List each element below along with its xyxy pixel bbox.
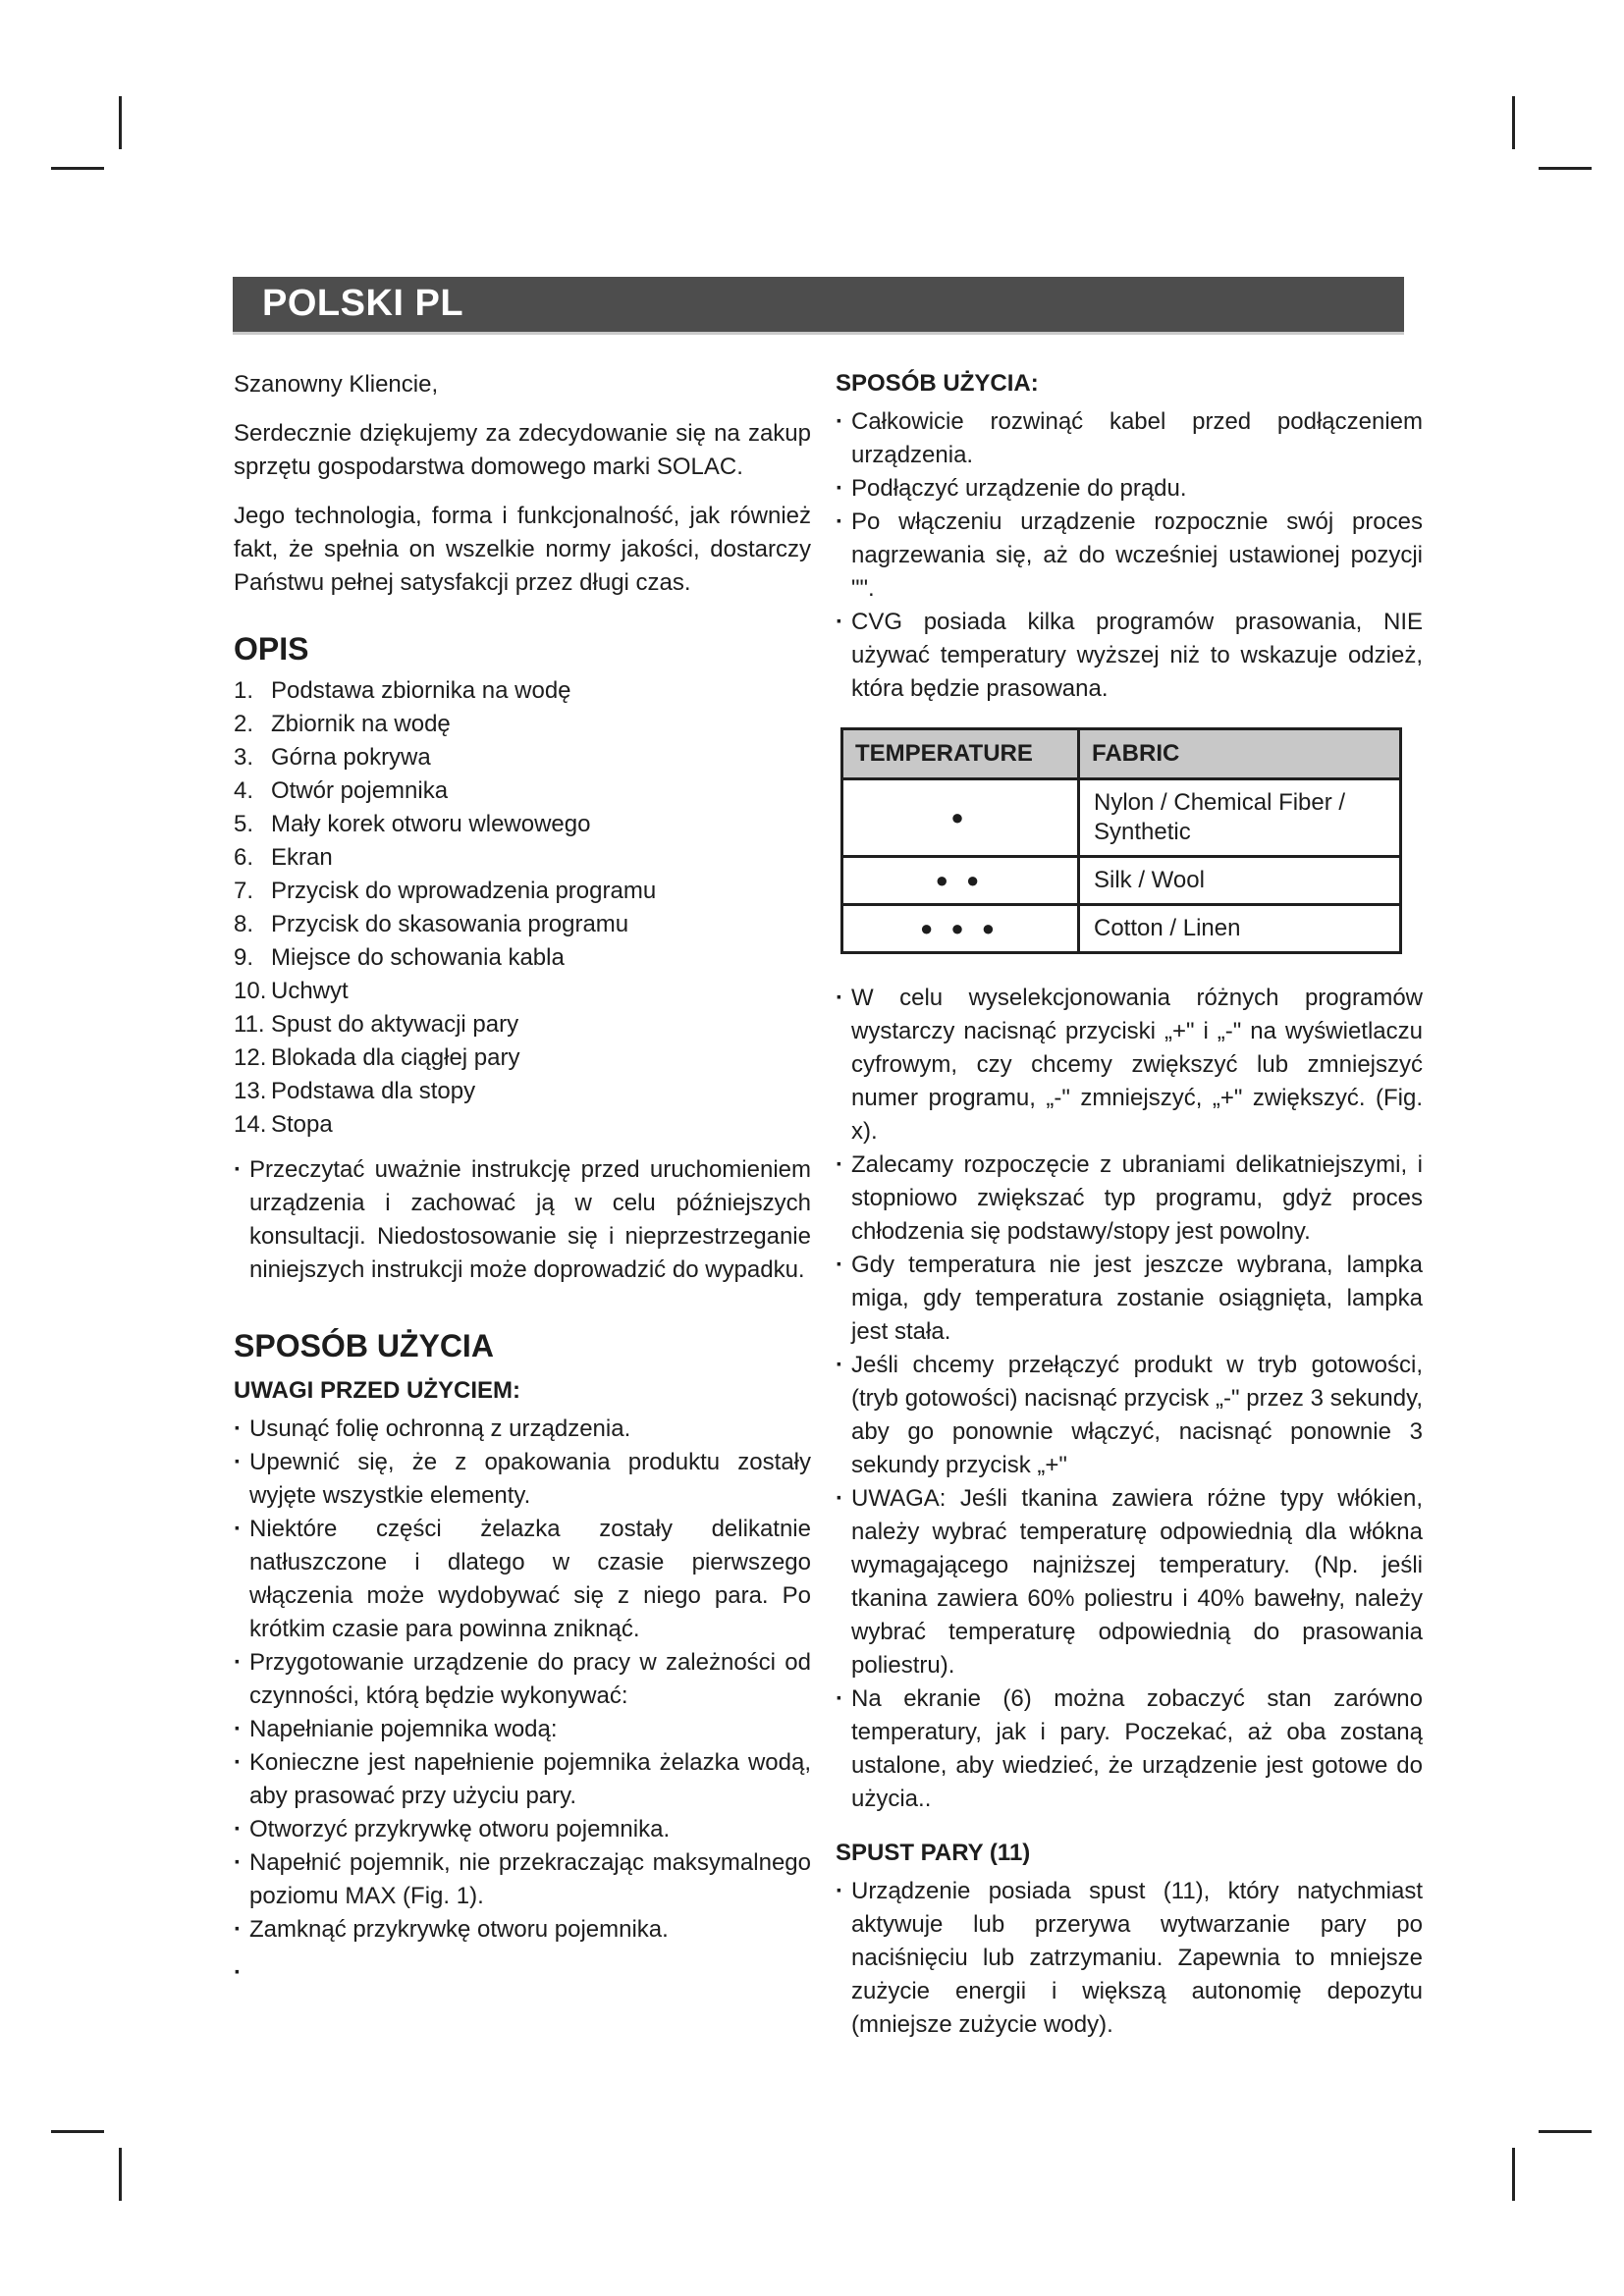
list-item (234, 808, 811, 841)
table-row (842, 857, 1401, 905)
list-item: · Podłączyć urządzenie do prądu. (836, 472, 1423, 506)
part-label: Podstawa dla stopy (271, 1078, 476, 1104)
program-notes-list (836, 982, 1423, 1816)
list-item (234, 975, 811, 1008)
opis-heading: OPIS (234, 631, 309, 667)
crop-mark-top-right-horizontal (1539, 167, 1592, 170)
intro-paragraph-1: Serdecznie dziękujemy za zdecydowanie się na zakup sprzętu gospodarstwa domowego marki SOLAC. (234, 420, 811, 480)
list-item: · Niektóre części żelazka zostały delikatnie natłuszczone i dlatego w czasie pierwszego włączenia może wydobywać się z niego para. Po krótkim czasie para powinna zniknąć. (234, 1513, 811, 1646)
warning-text: · Przeczytać uważnie instrukcję przed uruchomieniem urządzenia i zachować ją w celu późniejszych konsultacji. Niedostosowanie się i nieprzestrzeganie niniejszych instrukcji może doprowadzić do wypadku. (234, 1153, 811, 1287)
list-item (234, 875, 811, 908)
list-item (234, 908, 811, 941)
table-header-row (842, 729, 1401, 779)
list-item: · CVG posiada kilka programów prasowania, NIE używać temperatury wyższej niż to wskazuje odzież, która będzie prasowana. (836, 606, 1423, 706)
part-number: 14. (234, 1111, 267, 1138)
part-number: 3. (234, 744, 254, 771)
language-header-title: POLSKI PL (262, 283, 464, 324)
list-item (234, 841, 811, 875)
part-number: 11. (234, 1011, 265, 1038)
list-item: · Konieczne jest napełnienie pojemnika żelazka wodą, aby prasować przy użyciu pary. (234, 1746, 811, 1813)
crop-mark-top-left-horizontal (51, 167, 104, 170)
list-item (234, 1075, 811, 1108)
temperature-dots: ● ● ● (842, 905, 1079, 953)
list-item: · Po włączeniu urządzenie rozpocznie swój proces nagrzewania się, aż do wcześniej ustawionej pozycji "". (836, 506, 1423, 606)
list-item (234, 1041, 811, 1075)
part-label: Zbiornik na wodę (271, 711, 451, 737)
before-use-heading: UWAGI PRZED UŻYCIEM: (234, 1377, 520, 1404)
list-item (234, 1108, 811, 1142)
list-item: · Usunąć folię ochronną z urządzenia. (234, 1413, 811, 1446)
intro-paragraph-2: Jego technologia, forma i funkcjonalność, jak również fakt, że spełnia on wszelkie normy jakości, dostarczy Państwu pełnej satysfakcji przez długi czas. (234, 503, 811, 596)
crop-mark-bottom-right-vertical (1512, 2148, 1515, 2201)
list-item (234, 708, 811, 741)
crop-mark-top-right-vertical (1512, 96, 1515, 149)
temperature-column-header: TEMPERATURE (842, 729, 1079, 779)
list-item: · W celu wyselekcjonowania różnych programów wystarczy nacisnąć przyciski „+" i „-" na wyświetlaczu cyfrowym, czy chcemy zwiększyć lub zmniejszyć numer programu, „-" zmniejszyć, „+" zwiększyć. (Fig. x). (836, 982, 1423, 1148)
table-row (842, 905, 1401, 953)
part-label: Stopa (271, 1111, 333, 1138)
part-number: 7. (234, 878, 254, 904)
crop-mark-bottom-left-horizontal (51, 2130, 104, 2133)
list-item (234, 1008, 811, 1041)
part-number: 12. (234, 1044, 267, 1071)
part-label: Blokada dla ciągłej pary (271, 1044, 520, 1071)
left-column (234, 368, 811, 1990)
list-item (234, 674, 811, 708)
part-label: Uchwyt (271, 978, 349, 1004)
part-label: Ekran (271, 844, 333, 871)
part-number: 8. (234, 911, 254, 937)
part-number: 9. (234, 944, 254, 971)
list-item: · Upewnić się, że z opakowania produktu zostały wyjęte wszystkie elementy. (234, 1446, 811, 1513)
part-number: 5. (234, 811, 254, 837)
part-number: 4. (234, 777, 254, 804)
right-column (836, 368, 1423, 2052)
crop-mark-bottom-left-vertical (119, 2148, 122, 2201)
part-label: Miejsce do schowania kabla (271, 944, 565, 971)
part-number: 2. (234, 711, 254, 737)
list-item (234, 941, 811, 975)
part-label: Otwór pojemnika (271, 777, 449, 804)
temperature-dots: ● (842, 779, 1079, 857)
list-item (234, 741, 811, 774)
list-item: · Urządzenie posiada spust (11), który natychmiast aktywuje lub przerywa wytwarzanie pary po naciśnięciu lub zatrzymaniu. Zapewnia to mniejsze zużycie energii i większą autonomię depozytu (mniejsze zużycie wody). (836, 1875, 1423, 2042)
table-row (842, 779, 1401, 857)
parts-list (234, 674, 811, 1142)
part-number: 10. (234, 978, 267, 1004)
warning-list (234, 1153, 811, 1287)
part-label: Górna pokrywa (271, 744, 431, 771)
fabric-type: Cotton / Linen (1079, 905, 1401, 953)
list-item: · Napełnić pojemnik, nie przekraczając maksymalnego poziomu MAX (Fig. 1). (234, 1846, 811, 1913)
list-item: · Zamknąć przykrywkę otworu pojemnika. (234, 1913, 811, 1947)
list-item: · Na ekranie (6) można zobaczyć stan zarówno temperatury, jak i pary. Poczekać, aż oba zostaną ustalone, aby wiedzieć, że urządzenie jest gotowe do użycia.. (836, 1682, 1423, 1816)
part-number: 6. (234, 844, 254, 871)
list-item: · Gdy temperatura nie jest jeszcze wybrana, lampka miga, gdy temperatura zostanie osiągnięta, lampka jest stała. (836, 1249, 1423, 1349)
part-label: Podstawa zbiornika na wodę (271, 677, 571, 704)
steam-trigger-heading: SPUST PARY (11) (836, 1840, 1031, 1866)
temperature-fabric-table (840, 727, 1402, 954)
list-item (234, 774, 811, 808)
list-item: · Całkowicie rozwinąć kabel przed podłączeniem urządzenia. (836, 405, 1423, 472)
before-use-list (234, 1413, 811, 1947)
usage-steps-heading: SPOSÓB UŻYCIA: (836, 370, 1039, 397)
list-item: · Jeśli chcemy przełączyć produkt w tryb gotowości, (tryb gotowości) nacisnąć przycisk „-" przez 3 sekundy, aby go ponownie włączyć, nacisnąć ponownie 3 sekundy przycisk „+" (836, 1349, 1423, 1482)
fabric-type: Nylon / Chemical Fiber / Synthetic (1079, 779, 1401, 857)
part-label: Przycisk do skasowania programu (271, 911, 629, 937)
part-number: 13. (234, 1078, 267, 1104)
usage-heading: SPOSÓB UŻYCIA (234, 1328, 494, 1363)
fabric-type: Silk / Wool (1079, 857, 1401, 905)
fabric-column-header: FABRIC (1079, 729, 1401, 779)
greeting: Szanowny Kliencie, (234, 371, 439, 398)
steam-trigger-list (836, 1875, 1423, 2042)
list-item: · Napełnianie pojemnika wodą: (234, 1713, 811, 1746)
part-label: Przycisk do wprowadzenia programu (271, 878, 657, 904)
usage-steps-list (836, 405, 1423, 706)
part-label: Mały korek otworu wlewowego (271, 811, 591, 837)
list-item: · UWAGA: Jeśli tkanina zawiera różne typy włókien, należy wybrać temperaturę odpowiednią dla włókna wymagającego najniższej temperatury. (Np. jeśli tkanina zawiera 60% poliestru i 40% bawełny, należy wybrać temperaturę odpowiednią do prasowania poliestru). (836, 1482, 1423, 1682)
stray-bullet: · (234, 1959, 242, 1986)
part-number: 1. (234, 677, 254, 704)
crop-mark-top-left-vertical (119, 96, 122, 149)
language-header-bar (233, 277, 1404, 335)
list-item: · Zalecamy rozpoczęcie z ubraniami delikatniejszymi, i stopniowo zwiększać typ programu, gdyż proces chłodzenia się podstawy/stopy jest powolny. (836, 1148, 1423, 1249)
list-item: · Przygotowanie urządzenie do pracy w zależności od czynności, którą będzie wykonywać: (234, 1646, 811, 1713)
part-label: Spust do aktywacji pary (271, 1011, 519, 1038)
temperature-dots: ● ● (842, 857, 1079, 905)
list-item: · Otworzyć przykrywkę otworu pojemnika. (234, 1813, 811, 1846)
crop-mark-bottom-right-horizontal (1539, 2130, 1592, 2133)
